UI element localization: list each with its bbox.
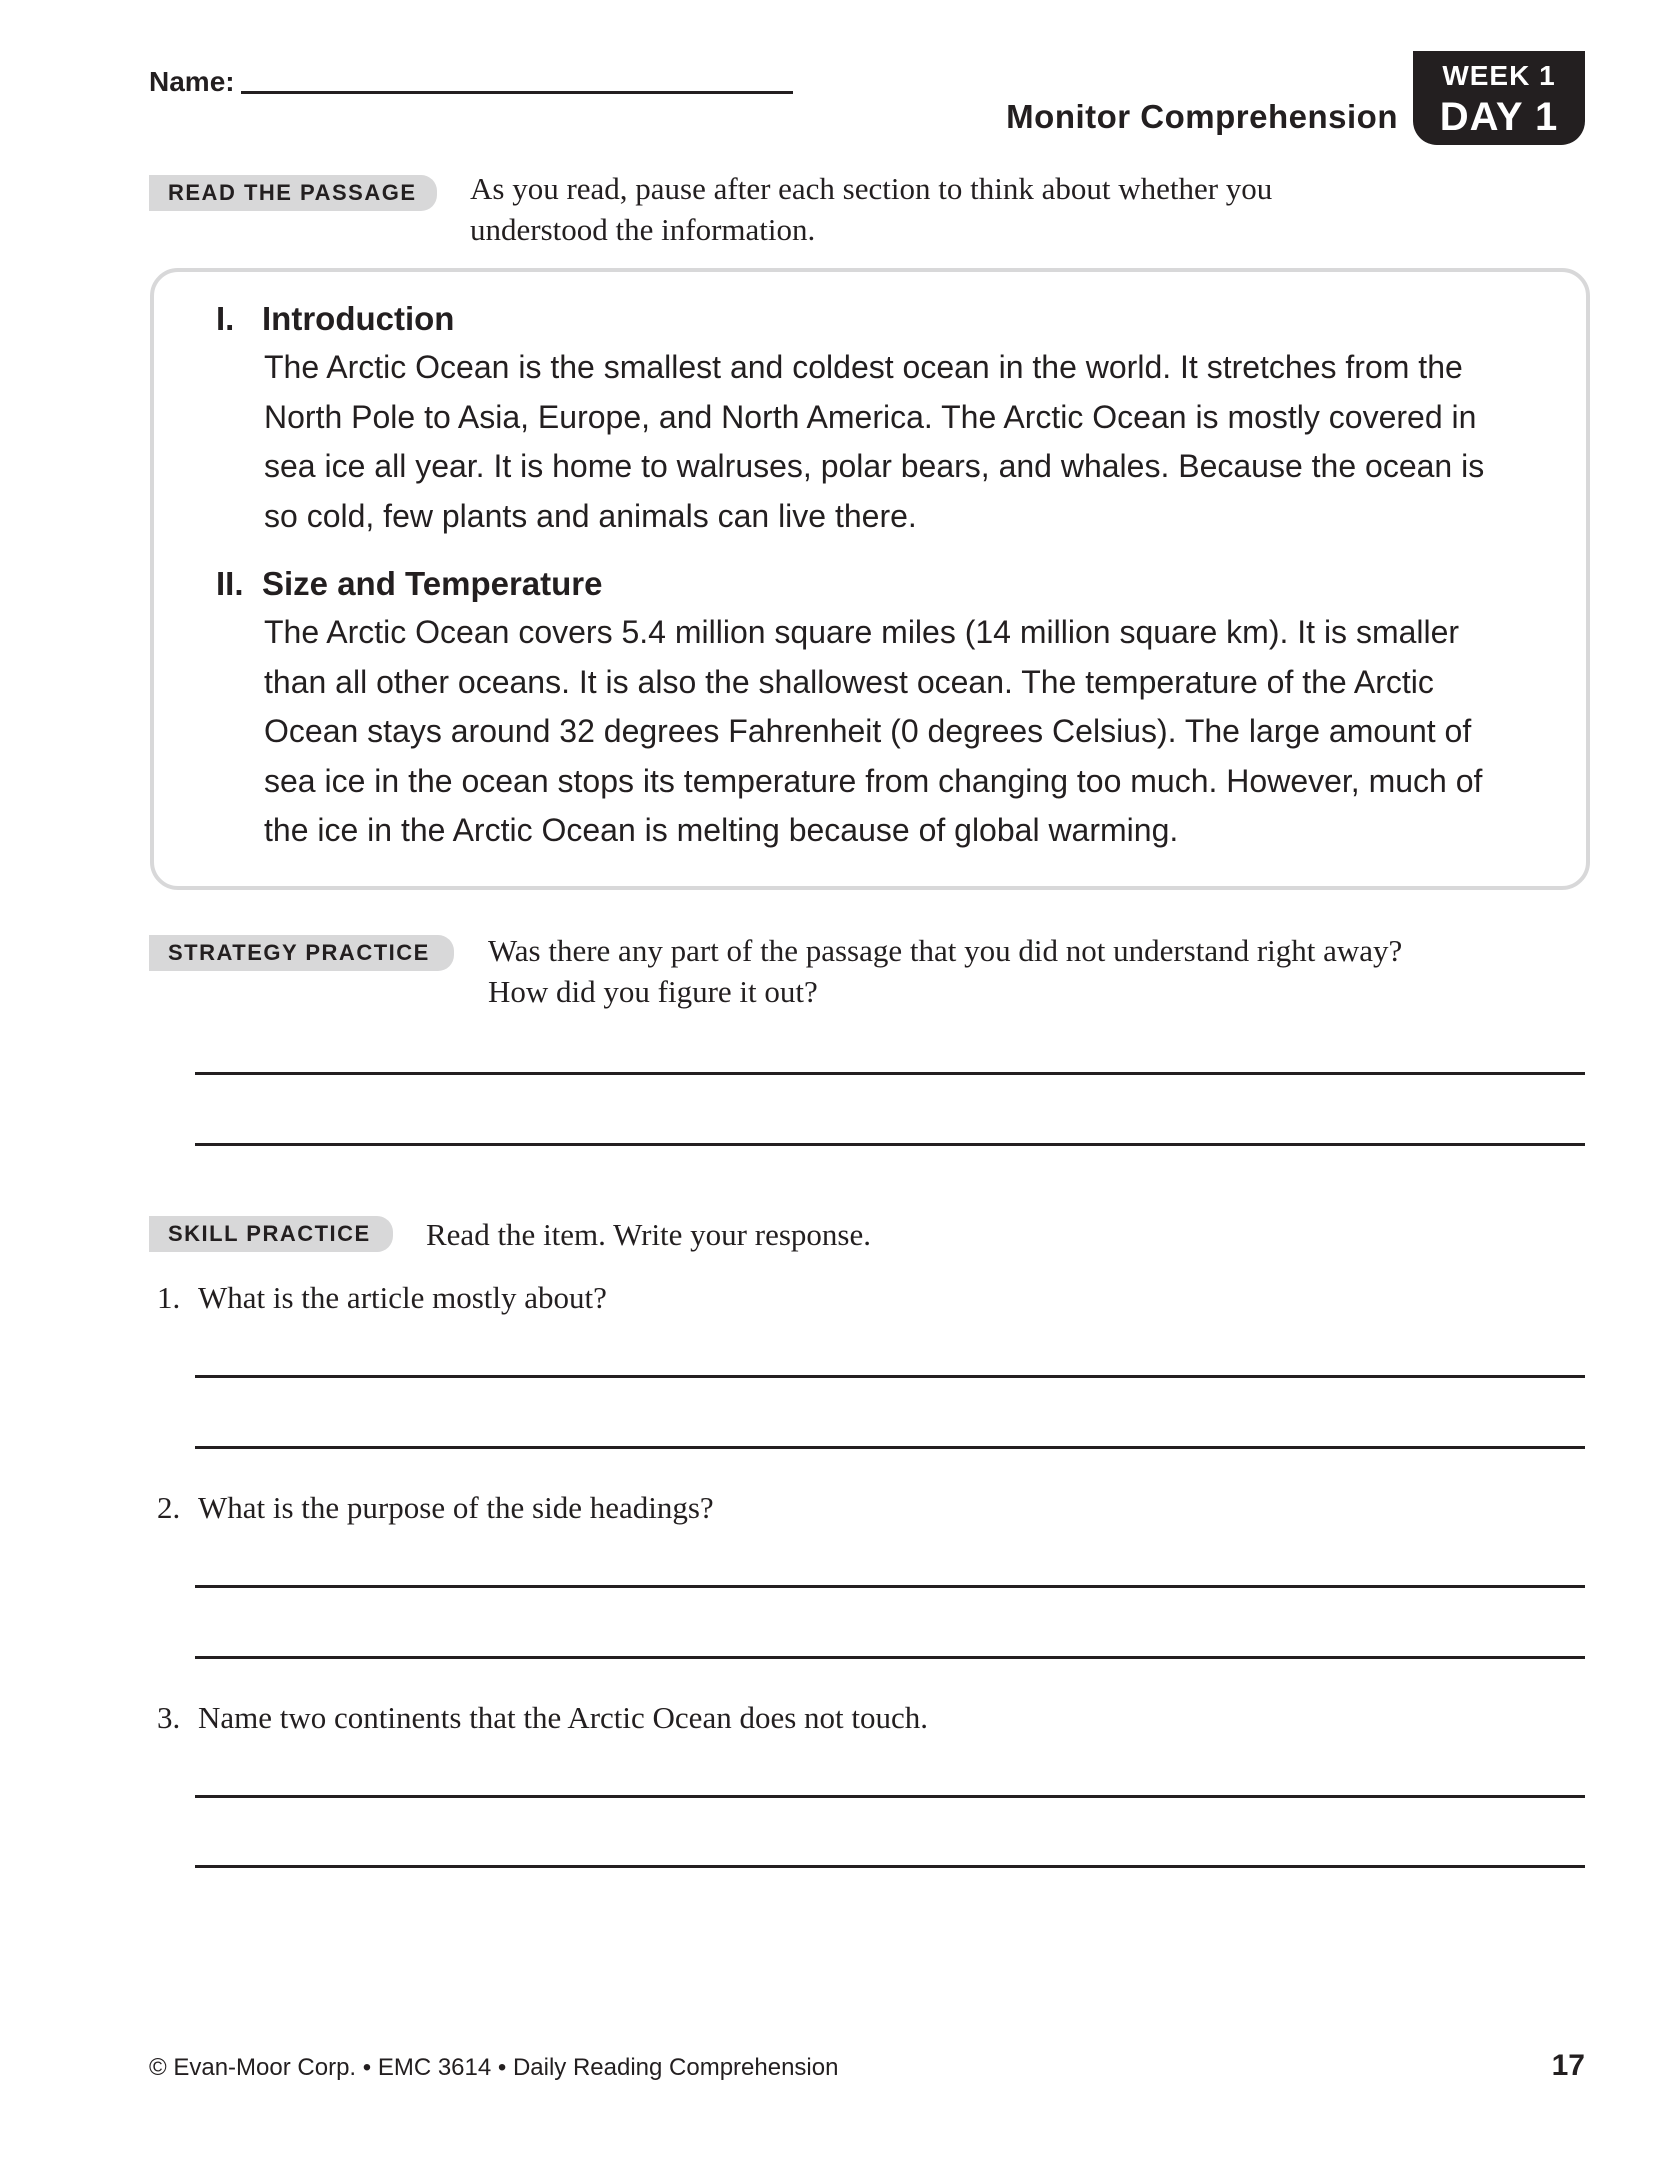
skill-practice-instruction: Read the item. Write your response. [426, 1217, 871, 1252]
answer-line[interactable] [195, 1656, 1585, 1659]
answer-line[interactable] [195, 1375, 1585, 1378]
section-body [264, 608, 1554, 856]
section-numeral: II. [216, 565, 244, 602]
footer-credit: © Evan-Moor Corp. • EMC 3614 • Daily Reading Comprehension [149, 2054, 839, 2081]
passage-line: the ice in the Arctic Ocean is melting because of global warming. [264, 812, 1179, 848]
day-label: DAY 1 [1439, 95, 1559, 139]
answer-line[interactable] [195, 1865, 1585, 1868]
question-number: 3. [157, 1700, 181, 1735]
week-day-tab [1413, 51, 1585, 145]
read-passage-label: READ THE PASSAGE [149, 175, 437, 211]
week-label: WEEK 1 [1442, 60, 1556, 91]
passage-line: Ocean stays around 32 degrees Fahrenheit (0 degrees Celsius). The large amount of [264, 713, 1472, 749]
answer-line[interactable] [195, 1585, 1585, 1588]
section-numeral: I. [216, 300, 235, 337]
name-label: Name: [149, 66, 235, 97]
passage-line: North Pole to Asia, Europe, and North America. The Arctic Ocean is mostly covered in [264, 398, 1477, 435]
passage-line: than all other oceans. It is also the shallowest ocean. The temperature of the Arctic [264, 663, 1434, 700]
strategy-practice-label: STRATEGY PRACTICE [149, 935, 454, 971]
question-text: Name two continents that the Arctic Ocean does not touch. [198, 1700, 929, 1735]
section-body [264, 343, 1554, 541]
question-text: What is the purpose of the side headings? [198, 1490, 714, 1525]
passage-line: The Arctic Ocean covers 5.4 million square miles (14 million square km). It is smaller [264, 614, 1460, 650]
passage-line: sea ice in the ocean stops its temperature from changing too much. However, much of [264, 762, 1483, 799]
answer-line[interactable] [195, 1795, 1585, 1798]
strategy-practice-prompt: Was there any part of the passage that you did not understand right away? How did you figure it out? [488, 933, 1403, 1009]
answer-line[interactable] [195, 1072, 1585, 1075]
passage-line: sea ice all year. It is home to walruses, polar bears, and whales. Because the ocean is [264, 448, 1485, 484]
name-field[interactable] [241, 91, 793, 94]
question-number: 2. [157, 1490, 181, 1525]
passage-line: The Arctic Ocean is the smallest and coldest ocean in the world. It stretches from the [264, 349, 1463, 385]
question-text: What is the article mostly about? [198, 1280, 607, 1315]
passage-line: so cold, few plants and animals can live there. [264, 497, 917, 534]
question-number: 1. [157, 1280, 181, 1315]
page-number: 17 [1551, 2049, 1585, 2082]
section-title: Introduction [262, 300, 455, 337]
answer-line[interactable] [195, 1446, 1585, 1449]
skill-practice-label: SKILL PRACTICE [149, 1216, 393, 1252]
answer-line[interactable] [195, 1143, 1585, 1146]
read-passage-instruction: As you read, pause after each section to think about whether you understood the information. [470, 171, 1273, 247]
skill-title: Monitor Comprehension [1006, 98, 1398, 135]
section-title: Size and Temperature [262, 565, 603, 602]
